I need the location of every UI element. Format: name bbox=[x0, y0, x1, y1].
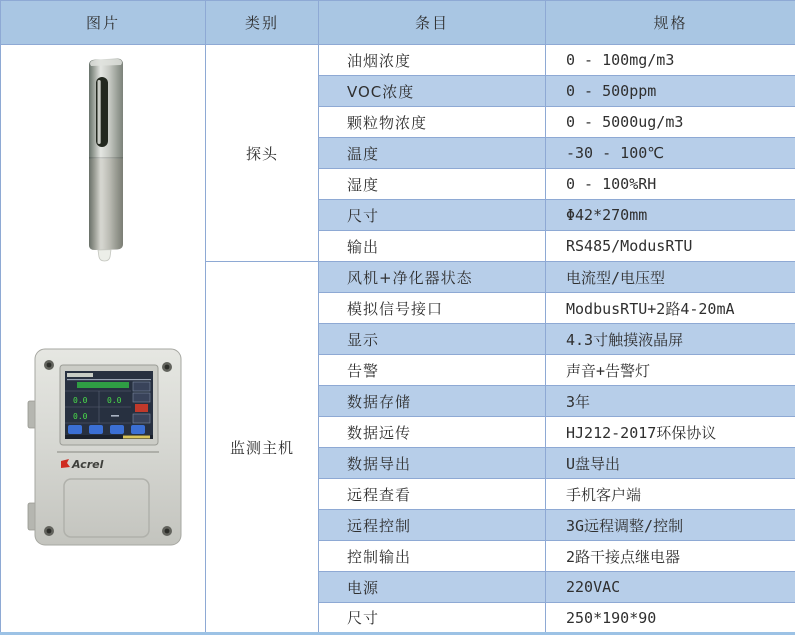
spec-cell: -30 - 100℃ bbox=[546, 138, 795, 169]
screen-top-label bbox=[67, 373, 93, 377]
brand-text: Acrel bbox=[72, 458, 104, 471]
screen-top-line bbox=[67, 379, 151, 380]
item-cell: 输出 bbox=[319, 231, 546, 262]
item-cell: 尺寸 bbox=[319, 603, 546, 634]
item-cell: 电源 bbox=[319, 572, 546, 603]
item-cell: 控制输出 bbox=[319, 541, 546, 572]
spec-cell: 0 - 100mg/m3 bbox=[546, 45, 795, 76]
product-photos-cell bbox=[1, 45, 206, 634]
spec-cell: 220VAC bbox=[546, 572, 795, 603]
screen-value-3: 0.0 bbox=[73, 412, 88, 421]
item-cell: VOC浓度 bbox=[319, 76, 546, 107]
spec-cell: 0 - 500ppm bbox=[546, 76, 795, 107]
host-groove bbox=[57, 451, 159, 453]
probe-top-cap bbox=[90, 59, 122, 66]
table-row bbox=[1, 45, 795, 76]
probe-seam bbox=[89, 157, 123, 159]
spec-cell: 250*190*90 bbox=[546, 603, 795, 634]
item-cell: 数据远传 bbox=[319, 417, 546, 448]
item-cell: 风机+净化器状态 bbox=[319, 262, 546, 293]
screen-value-2: 0.0 bbox=[107, 396, 122, 405]
item-cell: 显示 bbox=[319, 324, 546, 355]
spec-cell: 电流型/电压型 bbox=[546, 262, 795, 293]
item-cell: 模拟信号接口 bbox=[319, 293, 546, 324]
item-cell: 远程查看 bbox=[319, 479, 546, 510]
item-cell: 尺寸 bbox=[319, 200, 546, 231]
item-cell: 湿度 bbox=[319, 169, 546, 200]
probe-tip bbox=[98, 250, 111, 261]
header-row bbox=[1, 1, 795, 45]
item-cell: 颗粒物浓度 bbox=[319, 107, 546, 138]
spec-cell: 4.3寸触摸液晶屏 bbox=[546, 324, 795, 355]
spec-cell: 3年 bbox=[546, 386, 795, 417]
item-cell: 油烟浓度 bbox=[319, 45, 546, 76]
spec-cell: 手机客户端 bbox=[546, 479, 795, 510]
item-cell: 告警 bbox=[319, 355, 546, 386]
header-image: 图片 bbox=[1, 1, 206, 45]
item-cell: 温度 bbox=[319, 138, 546, 169]
item-cell: 远程控制 bbox=[319, 510, 546, 541]
spec-cell: 3G远程调整/控制 bbox=[546, 510, 795, 541]
probe-slot-highlight bbox=[98, 80, 101, 144]
screen-dash bbox=[111, 415, 119, 417]
host-photo bbox=[27, 343, 187, 555]
spec-cell: 0 - 5000ug/m3 bbox=[546, 107, 795, 138]
spec-cell: U盘导出 bbox=[546, 448, 795, 479]
header-category: 类别 bbox=[206, 1, 319, 45]
spec-cell: Φ42*270mm bbox=[546, 200, 795, 231]
category-probe: 探头 bbox=[206, 45, 319, 262]
header-spec: 规格 bbox=[546, 1, 795, 45]
screen-green-bar bbox=[77, 382, 129, 388]
probe-lower-shade bbox=[89, 159, 123, 250]
spec-cell: 声音+告警灯 bbox=[546, 355, 795, 386]
spec-cell: 0 - 100%RH bbox=[546, 169, 795, 200]
probe-photo bbox=[85, 57, 127, 263]
screen-footer-text bbox=[123, 436, 150, 439]
spec-cell: HJ212-2017环保协议 bbox=[546, 417, 795, 448]
item-cell: 数据导出 bbox=[319, 448, 546, 479]
spec-cell: RS485/ModusRTU bbox=[546, 231, 795, 262]
spec-cell: ModbusRTU+2路4-20mA bbox=[546, 293, 795, 324]
category-host: 监测主机 bbox=[206, 262, 319, 634]
screen-value-1: 0.0 bbox=[73, 396, 88, 405]
item-cell: 数据存储 bbox=[319, 386, 546, 417]
spec-cell: 2路干接点继电器 bbox=[546, 541, 795, 572]
header-item: 条目 bbox=[319, 1, 546, 45]
